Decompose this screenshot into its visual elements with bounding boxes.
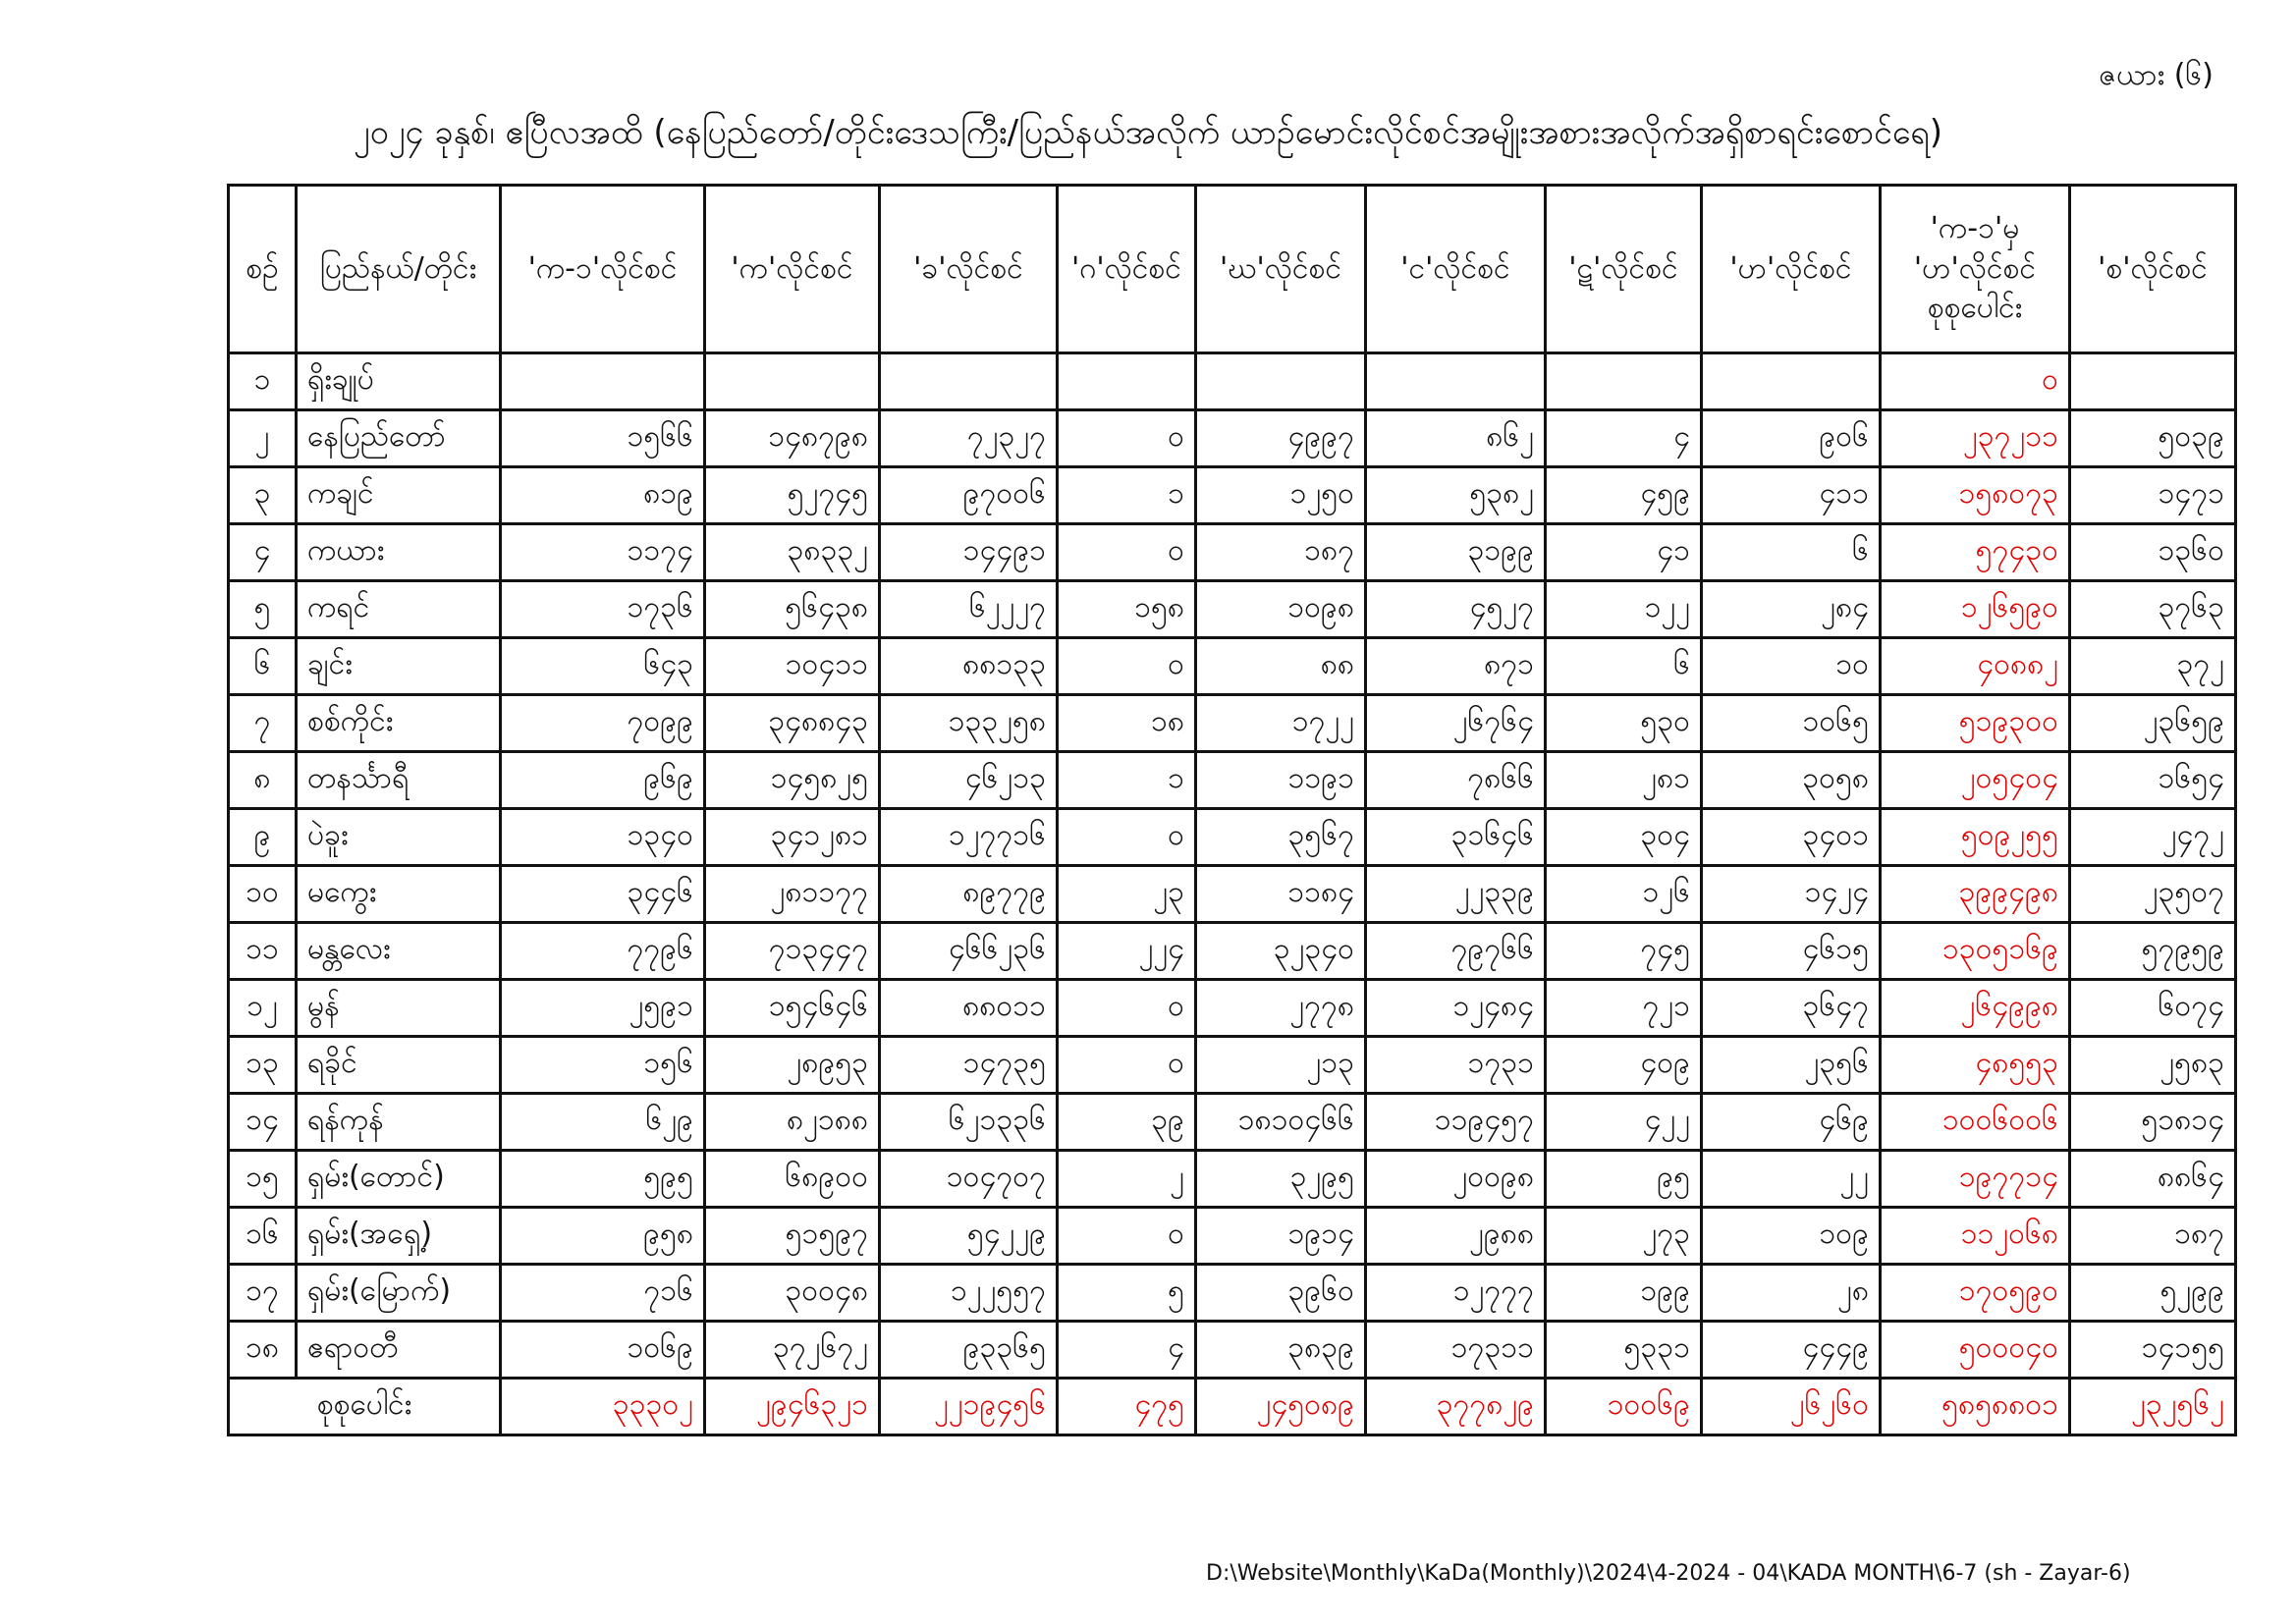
- license-summary-table: [227, 184, 2237, 1436]
- value-cell: ၆၈၉၀၀: [705, 1151, 880, 1208]
- value-cell: ၁၂၆၅၉၀: [1881, 581, 2070, 638]
- region-name-cell: ကရင်: [297, 581, 501, 638]
- table-row: [229, 524, 2236, 581]
- value-cell: ၁၂၄၈၄: [1366, 980, 1546, 1037]
- region-name-cell: နေပြည်တော်: [297, 410, 501, 467]
- value-cell: ၁: [1058, 467, 1196, 524]
- value-cell: ၈၈၁၃၃: [880, 638, 1058, 695]
- value-cell: ၂၈: [1702, 1265, 1881, 1322]
- value-cell: ၃၄၁၂၈၁: [705, 809, 880, 866]
- value-cell: ၂၃၆၅၉: [2070, 695, 2236, 752]
- value-cell: ၁၁၉၄၅၇: [1366, 1094, 1546, 1151]
- region-name-cell: ရှိးချုပ်: [297, 353, 501, 410]
- column-header: 'ဃ'လိုင်စင်: [1196, 186, 1366, 353]
- value-cell: ၃၈၃၃၂: [705, 524, 880, 581]
- value-cell: ၁၀၆၅: [1702, 695, 1881, 752]
- value-cell: ၈၁၉: [501, 467, 705, 524]
- value-cell: ၂၈၁: [1546, 752, 1702, 809]
- value-cell: ၂၅၉၁: [501, 980, 705, 1037]
- value-cell: ၁၄၇၁: [2070, 467, 2236, 524]
- total-value-cell: ၃၃၃၀၂: [501, 1379, 705, 1435]
- row-number-cell: ၆: [229, 638, 297, 695]
- table-row: [229, 467, 2236, 524]
- table-row: [229, 1265, 2236, 1322]
- value-cell: ၇၄၅: [1546, 923, 1702, 980]
- region-name-cell: ရန်ကုန်: [297, 1094, 501, 1151]
- value-cell: ၅၃၃၁: [1546, 1322, 1702, 1379]
- region-name-cell: မန္တလေး: [297, 923, 501, 980]
- total-value-cell: ၃၇၇၈၂၉: [1366, 1379, 1546, 1435]
- value-cell: ၄၈၅၅၃: [1881, 1037, 2070, 1094]
- value-cell: ၂၃၇၂၁၁: [1881, 410, 2070, 467]
- value-cell: ၂၀၅၄၀၄: [1881, 752, 2070, 809]
- column-header: 'က-၁'မှ 'ဟ'လိုင်စင် စုစုပေါင်း: [1881, 186, 2070, 353]
- table-row: [229, 1094, 2236, 1151]
- region-name-cell: စစ်ကိုင်း: [297, 695, 501, 752]
- footer-file-path: D:\Website\Monthly\KaDa(Monthly)\2024\4-2024 - 04\KADA MONTH\6-7 (sh - Zayar-6): [1206, 1561, 2131, 1586]
- value-cell: [1546, 353, 1702, 410]
- value-cell: ၃၁၉၉: [1366, 524, 1546, 581]
- value-cell: ၄၀၈၈၂: [1881, 638, 2070, 695]
- row-number-cell: ၂: [229, 410, 297, 467]
- value-cell: ၁၈: [1058, 695, 1196, 752]
- value-cell: ၄၄၄၉: [1702, 1322, 1881, 1379]
- total-value-cell: ၂၉၄၆၃၂၁: [705, 1379, 880, 1435]
- row-number-cell: ၇: [229, 695, 297, 752]
- value-cell: ၁၅၆: [501, 1037, 705, 1094]
- region-name-cell: ပဲခူး: [297, 809, 501, 866]
- value-cell: ၄၆၉: [1702, 1094, 1881, 1151]
- table-row: [229, 809, 2236, 866]
- total-value-cell: ၂၄၅၀၈၉: [1196, 1379, 1366, 1435]
- value-cell: ၈၆၂: [1366, 410, 1546, 467]
- value-cell: ၁: [1058, 752, 1196, 809]
- row-number-cell: ၄: [229, 524, 297, 581]
- value-cell: ၂၁၃: [1196, 1037, 1366, 1094]
- value-cell: ၈၈၆၄: [2070, 1151, 2236, 1208]
- value-cell: ၂၈၉၅၃: [705, 1037, 880, 1094]
- value-cell: ၅၇၄၃၀: [1881, 524, 2070, 581]
- column-header: စဉ်: [229, 186, 297, 353]
- value-cell: ၂၃၅၆: [1702, 1037, 1881, 1094]
- value-cell: ၁၀၉၈: [1196, 581, 1366, 638]
- value-cell: ၇၀၉၉: [501, 695, 705, 752]
- value-cell: ၁၂၅၀: [1196, 467, 1366, 524]
- value-cell: ၃၁၆၄၆: [1366, 809, 1546, 866]
- row-number-cell: ၁၀: [229, 866, 297, 923]
- value-cell: ၄၅၂၇: [1366, 581, 1546, 638]
- value-cell: ၃၄၈၈၄၃: [705, 695, 880, 752]
- value-cell: ၅၃၈၂: [1366, 467, 1546, 524]
- value-cell: ၂၂: [1702, 1151, 1881, 1208]
- value-cell: ၂၂၄: [1058, 923, 1196, 980]
- value-cell: ၉၃၃၆၅: [880, 1322, 1058, 1379]
- value-cell: ၄၉၉၇: [1196, 410, 1366, 467]
- region-name-cell: ရှမ်း(မြောက်): [297, 1265, 501, 1322]
- row-number-cell: ၈: [229, 752, 297, 809]
- value-cell: ၁၈၁၀၄၆၆: [1196, 1094, 1366, 1151]
- value-cell: [880, 353, 1058, 410]
- value-cell: [1702, 353, 1881, 410]
- value-cell: ၁၇၃၁၁: [1366, 1322, 1546, 1379]
- row-number-cell: ၁၇: [229, 1265, 297, 1322]
- table-row: [229, 866, 2236, 923]
- value-cell: ၃၇၂: [2070, 638, 2236, 695]
- value-cell: ၄၅၉: [1546, 467, 1702, 524]
- value-cell: ၁၄၈၇၉၈: [705, 410, 880, 467]
- row-number-cell: ၁၅: [229, 1151, 297, 1208]
- value-cell: ၅၁၈၁၄: [2070, 1094, 2236, 1151]
- value-cell: ၆၂၂၂၇: [880, 581, 1058, 638]
- region-name-cell: ကချင်: [297, 467, 501, 524]
- row-number-cell: ၁၁: [229, 923, 297, 980]
- value-cell: ၇၂၃၂၇: [880, 410, 1058, 467]
- value-cell: ၃၆၄၇: [1702, 980, 1881, 1037]
- row-number-cell: ၉: [229, 809, 297, 866]
- region-name-cell: ရခိုင်: [297, 1037, 501, 1094]
- table-row: [229, 1037, 2236, 1094]
- value-cell: ၃၉၆၀: [1196, 1265, 1366, 1322]
- value-cell: [501, 353, 705, 410]
- value-cell: ၂: [1058, 1151, 1196, 1208]
- value-cell: ၁၁၈၄: [1196, 866, 1366, 923]
- value-cell: ၀: [1058, 980, 1196, 1037]
- table-row: [229, 695, 2236, 752]
- value-cell: ၂၇၃: [1546, 1208, 1702, 1265]
- column-header: 'စ'လိုင်စင်: [2070, 186, 2236, 353]
- value-cell: ၅၇၉၅၉: [2070, 923, 2236, 980]
- value-cell: ၁၇၃၁: [1366, 1037, 1546, 1094]
- value-cell: ၇၁၃၄၄၇: [705, 923, 880, 980]
- value-cell: ၅၂၉၉: [2070, 1265, 2236, 1322]
- table-body: [229, 353, 2236, 1435]
- value-cell: ၃၈၃၉: [1196, 1322, 1366, 1379]
- value-cell: ၅၁၅၉၇: [705, 1208, 880, 1265]
- total-row: [229, 1379, 2236, 1435]
- value-cell: ၃၀၀၄၈: [705, 1265, 880, 1322]
- region-name-cell: တနင်္သာရီ: [297, 752, 501, 809]
- value-cell: ၂၄၇၂: [2070, 809, 2236, 866]
- value-cell: ၁၇၃၆: [501, 581, 705, 638]
- value-cell: ၃၂၉၅: [1196, 1151, 1366, 1208]
- value-cell: ၄၂၂: [1546, 1094, 1702, 1151]
- value-cell: ၄၆၂၁၃: [880, 752, 1058, 809]
- value-cell: ၅၀၉၂၅၅: [1881, 809, 2070, 866]
- value-cell: ၃၂၃၄၀: [1196, 923, 1366, 980]
- value-cell: ၉၅၈: [501, 1208, 705, 1265]
- value-cell: ၉၀၆: [1702, 410, 1881, 467]
- total-value-cell: ၄၇၅: [1058, 1379, 1196, 1435]
- value-cell: ၁၈၇: [1196, 524, 1366, 581]
- value-cell: ၆၀၇၄: [2070, 980, 2236, 1037]
- value-cell: ၂၈၁၁၇၇: [705, 866, 880, 923]
- value-cell: ၅၀၀၀၄၀: [1881, 1322, 2070, 1379]
- table-number-label: ဇယား (၆): [2099, 58, 2214, 92]
- value-cell: ၃၀၄: [1546, 809, 1702, 866]
- total-value-cell: ၅၈၅၈၈၀၁: [1881, 1379, 2070, 1435]
- value-cell: ၀: [1058, 524, 1196, 581]
- value-cell: [1196, 353, 1366, 410]
- value-cell: ၁၂၇၇၇: [1366, 1265, 1546, 1322]
- value-cell: ၅၂၇၄၅: [705, 467, 880, 524]
- value-cell: ၇၉၇၆၆: [1366, 923, 1546, 980]
- value-cell: ၁၁၂၀၆၈: [1881, 1208, 2070, 1265]
- value-cell: ၁၁၉၁: [1196, 752, 1366, 809]
- row-number-cell: ၁၃: [229, 1037, 297, 1094]
- value-cell: ၁၅၄၆၄၆: [705, 980, 880, 1037]
- table-row: [229, 923, 2236, 980]
- value-cell: ၂၃: [1058, 866, 1196, 923]
- value-cell: ၁၀၆၉: [501, 1322, 705, 1379]
- row-number-cell: ၁: [229, 353, 297, 410]
- value-cell: ၃၇၆၃: [2070, 581, 2236, 638]
- value-cell: ၃၄၀၁: [1702, 809, 1881, 866]
- table-row: [229, 581, 2236, 638]
- value-cell: ၂၃၅၀၇: [2070, 866, 2236, 923]
- value-cell: ၀: [1881, 353, 2070, 410]
- header-row: [229, 186, 2236, 353]
- page-title: ၂၀၂၄ ခုနှစ်၊ ဧပြီလအထိ (နေပြည်တော်/တိုင်းဒေသကြီး/ပြည်နယ်အလိုက် ယာဉ်မောင်းလိုင်စင်အမျိုးအစားအလိုက်အရှိစာရင်းစောင်ရေ): [353, 113, 1943, 152]
- value-cell: ၂၀၀၉၈: [1366, 1151, 1546, 1208]
- value-cell: ၇၁၆: [501, 1265, 705, 1322]
- value-cell: ၄၀၉: [1546, 1037, 1702, 1094]
- value-cell: ၁၀၀၆၀၀၆: [1881, 1094, 2070, 1151]
- value-cell: ၅၄၂၂၉: [880, 1208, 1058, 1265]
- value-cell: ၁၂၂: [1546, 581, 1702, 638]
- column-header: ပြည်နယ်/တိုင်း: [297, 186, 501, 353]
- region-name-cell: ချင်း: [297, 638, 501, 695]
- value-cell: ၁၇၂၂: [1196, 695, 1366, 752]
- row-number-cell: ၃: [229, 467, 297, 524]
- value-cell: ၅၀၃၉: [2070, 410, 2236, 467]
- value-cell: ၁၄၄၉၁: [880, 524, 1058, 581]
- value-cell: ၀: [1058, 410, 1196, 467]
- value-cell: ၁၂၇၇၁၆: [880, 809, 1058, 866]
- value-cell: ၆၄၃: [501, 638, 705, 695]
- value-cell: ၁၅၈: [1058, 581, 1196, 638]
- region-name-cell: မကွေး: [297, 866, 501, 923]
- value-cell: ၁၁၇၄: [501, 524, 705, 581]
- value-cell: ၅: [1058, 1265, 1196, 1322]
- value-cell: ၂၅၈၃: [2070, 1037, 2236, 1094]
- value-cell: ၈၈၀၁၁: [880, 980, 1058, 1037]
- value-cell: ၉၇၀၀၆: [880, 467, 1058, 524]
- value-cell: ၁၇၀၅၉၀: [1881, 1265, 2070, 1322]
- region-name-cell: မွန်: [297, 980, 501, 1037]
- value-cell: ၉၆၉: [501, 752, 705, 809]
- value-cell: ၇၂၁: [1546, 980, 1702, 1037]
- region-name-cell: ရှမ်း(အရှေ့): [297, 1208, 501, 1265]
- value-cell: ၉၅: [1546, 1151, 1702, 1208]
- value-cell: ၁၃၃၂၅၈: [880, 695, 1058, 752]
- region-name-cell: ဧရာဝတီ: [297, 1322, 501, 1379]
- value-cell: ၁၂၂၅၅၇: [880, 1265, 1058, 1322]
- value-cell: ၆: [1546, 638, 1702, 695]
- total-value-cell: ၂၆၂၆၀: [1702, 1379, 1881, 1435]
- value-cell: ၁၀၄၇၀၇: [880, 1151, 1058, 1208]
- row-number-cell: ၁၆: [229, 1208, 297, 1265]
- value-cell: ၅၃၀: [1546, 695, 1702, 752]
- value-cell: ၁၀၉: [1702, 1208, 1881, 1265]
- column-header: 'ဂ'လိုင်စင်: [1058, 186, 1196, 353]
- value-cell: ၁၈၇: [2070, 1208, 2236, 1265]
- column-header: 'က-၁'လိုင်စင်: [501, 186, 705, 353]
- value-cell: ၄: [1058, 1322, 1196, 1379]
- total-value-cell: ၁၀၀၆၉: [1546, 1379, 1702, 1435]
- value-cell: ၁၃၀၅၁၆၉: [1881, 923, 2070, 980]
- value-cell: ၁၃၄၀: [501, 809, 705, 866]
- value-cell: ၄၁၁: [1702, 467, 1881, 524]
- total-value-cell: ၂၂၁၉၄၅၆: [880, 1379, 1058, 1435]
- value-cell: ၀: [1058, 1037, 1196, 1094]
- row-number-cell: ၁၈: [229, 1322, 297, 1379]
- value-cell: ၁၆၅၄: [2070, 752, 2236, 809]
- value-cell: ၂၈၄: [1702, 581, 1881, 638]
- value-cell: ၁၄၁၅၅: [2070, 1322, 2236, 1379]
- value-cell: ၀: [1058, 809, 1196, 866]
- value-cell: ၃၅၆၇: [1196, 809, 1366, 866]
- value-cell: ၁၉၇၇၁၄: [1881, 1151, 2070, 1208]
- row-number-cell: ၅: [229, 581, 297, 638]
- region-name-cell: ကယား: [297, 524, 501, 581]
- table-row: [229, 353, 2236, 410]
- value-cell: ၃၀၅၈: [1702, 752, 1881, 809]
- value-cell: ၀: [1058, 1208, 1196, 1265]
- value-cell: ၂၉၈၈: [1366, 1208, 1546, 1265]
- value-cell: [2070, 353, 2236, 410]
- value-cell: ၃၉: [1058, 1094, 1196, 1151]
- value-cell: ၄: [1546, 410, 1702, 467]
- value-cell: ၅၉၅: [501, 1151, 705, 1208]
- value-cell: ၈၂၁၈၈: [705, 1094, 880, 1151]
- value-cell: [1366, 353, 1546, 410]
- value-cell: ၂၇၇၈: [1196, 980, 1366, 1037]
- table-row: [229, 980, 2236, 1037]
- table-row: [229, 410, 2236, 467]
- value-cell: [705, 353, 880, 410]
- value-cell: ၇၇၉၆: [501, 923, 705, 980]
- value-cell: ၁၄၇၃၅: [880, 1037, 1058, 1094]
- value-cell: ၁၀၄၁၁: [705, 638, 880, 695]
- value-cell: ၆၂၉: [501, 1094, 705, 1151]
- value-cell: ၁၅၈၀၇၃: [1881, 467, 2070, 524]
- value-cell: ၆၂၁၃၃၆: [880, 1094, 1058, 1151]
- table-row: [229, 752, 2236, 809]
- value-cell: ၄၁: [1546, 524, 1702, 581]
- table-row: [229, 1208, 2236, 1265]
- value-cell: ၁၀: [1702, 638, 1881, 695]
- total-label-cell: စုစုပေါင်း: [229, 1379, 501, 1435]
- column-header: 'ခ'လိုင်စင်: [880, 186, 1058, 353]
- value-cell: ၇၈၆၆: [1366, 752, 1546, 809]
- value-cell: ၁၅၆၆: [501, 410, 705, 467]
- value-cell: ၁၂၆: [1546, 866, 1702, 923]
- value-cell: ၈၉၇၇၉: [880, 866, 1058, 923]
- region-name-cell: ရှမ်း(တောင်): [297, 1151, 501, 1208]
- row-number-cell: ၁၂: [229, 980, 297, 1037]
- value-cell: ၂၆၇၆၄: [1366, 695, 1546, 752]
- value-cell: ၈၇၁: [1366, 638, 1546, 695]
- value-cell: ၆: [1702, 524, 1881, 581]
- column-header: 'င'လိုင်စင်: [1366, 186, 1546, 353]
- value-cell: ၁၄၂၄: [1702, 866, 1881, 923]
- value-cell: ၁၉၉: [1546, 1265, 1702, 1322]
- column-header: 'က'လိုင်စင်: [705, 186, 880, 353]
- value-cell: ၂၂၃၃၉: [1366, 866, 1546, 923]
- value-cell: ၅၁၉၃၀၀: [1881, 695, 2070, 752]
- column-header: 'ဋ'လိုင်စင်: [1546, 186, 1702, 353]
- value-cell: ၂၆၄၉၉၈: [1881, 980, 2070, 1037]
- value-cell: ၈၈: [1196, 638, 1366, 695]
- value-cell: ၁၃၆၀: [2070, 524, 2236, 581]
- value-cell: ၃၇၂၆၇၂: [705, 1322, 880, 1379]
- value-cell: ၄၆၁၅: [1702, 923, 1881, 980]
- value-cell: ၄၆၆၂၃၆: [880, 923, 1058, 980]
- value-cell: ၁၄၅၈၂၅: [705, 752, 880, 809]
- table-row: [229, 1151, 2236, 1208]
- table-row: [229, 1322, 2236, 1379]
- value-cell: [1058, 353, 1196, 410]
- value-cell: ၁၉၁၄: [1196, 1208, 1366, 1265]
- table-row: [229, 638, 2236, 695]
- value-cell: ၅၆၄၃၈: [705, 581, 880, 638]
- total-value-cell: ၂၃၂၅၆၂: [2070, 1379, 2236, 1435]
- value-cell: ၃၉၉၄၉၈: [1881, 866, 2070, 923]
- row-number-cell: ၁၄: [229, 1094, 297, 1151]
- value-cell: ၀: [1058, 638, 1196, 695]
- value-cell: ၃၄၄၆: [501, 866, 705, 923]
- column-header: 'ဟ'လိုင်စင်: [1702, 186, 1881, 353]
